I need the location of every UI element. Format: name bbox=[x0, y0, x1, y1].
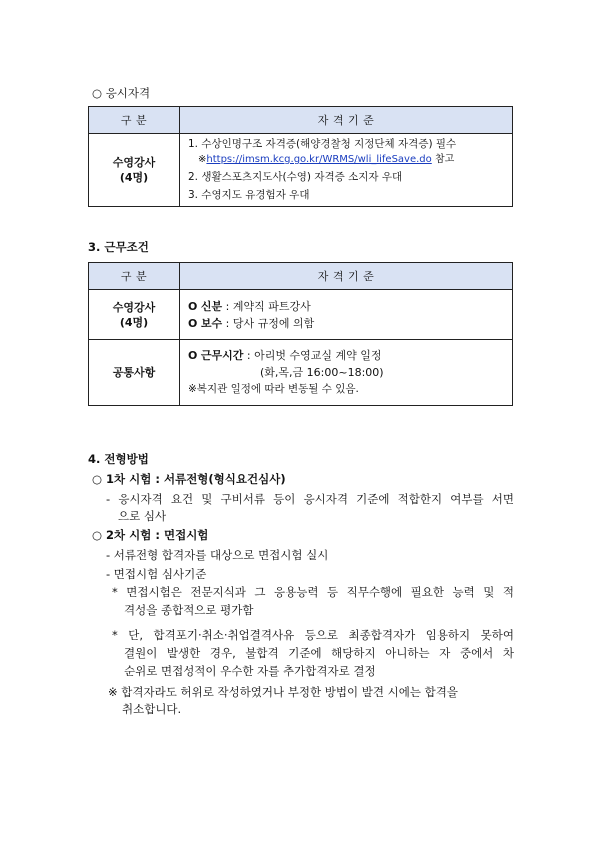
step1-desc-line2: 으로 심사 bbox=[118, 509, 167, 523]
table-header-category: 구 분 bbox=[89, 263, 180, 290]
criteria-bullet1-line1: * 면접시험은 전문지식과 그 응용능력 등 직무수행에 필요한 능력 및 적 bbox=[112, 585, 514, 599]
criteria-note: ※https://imsm.kcg.go.kr/WRMS/wli_lifeSave.do 참고 bbox=[198, 154, 455, 165]
qualification-table bbox=[88, 106, 513, 207]
criteria-bullet2-line1: * 단, 합격포기·취소·취업결격사유 등으로 최종합격자가 임용하지 못하여 bbox=[112, 628, 514, 642]
step2-title: ○ 2차 시험 : 면접시험 bbox=[92, 528, 209, 542]
row-label-common: 공통사항 bbox=[89, 340, 180, 406]
criteria-bullet2-line2: 결원이 발생한 경우, 불합격 기준에 해당하지 아니하는 자 중에서 차 bbox=[124, 646, 514, 660]
work-hours-line: O 근무시간 : 아리벗 수영교실 계약 일정 bbox=[188, 349, 382, 362]
table-header-criteria: 자 격 기 준 bbox=[180, 107, 513, 134]
row-label-swim-instructor: 수영강사 (4명) bbox=[89, 134, 180, 207]
status-line: O 신분 : 계약직 파트강사 bbox=[188, 299, 311, 313]
qualification-heading: ○ 응시자격 bbox=[92, 86, 151, 100]
criteria-item-3: 3. 수영지도 유경험자 우대 bbox=[188, 189, 310, 201]
step2-desc-line1: - 서류전형 합격자를 대상으로 면접시험 실시 bbox=[106, 548, 329, 562]
schedule-note: ※복지관 일정에 따라 변동될 수 있음. bbox=[188, 383, 359, 395]
disqualification-note-line2: 취소합니다. bbox=[122, 702, 182, 716]
qualification-criteria-cell bbox=[180, 134, 513, 207]
table-header-criteria: 자 격 기 준 bbox=[180, 263, 513, 290]
table-header-category: 구 분 bbox=[89, 107, 180, 134]
conditions-heading: 3. 근무조건 bbox=[88, 240, 149, 254]
conditions-table bbox=[88, 262, 513, 406]
criteria-item-1: 1. 수상인명구조 자격증(해양경찰청 지정단체 자격증) 필수 bbox=[188, 138, 457, 150]
work-days-line: (화,목,금 16:00~18:00) bbox=[260, 366, 384, 379]
conditions-instructor-cell bbox=[180, 290, 513, 340]
criteria-bullet1-line2: 격성을 종합적으로 평가함 bbox=[124, 603, 254, 617]
row-label-swim-instructor: 수영강사 (4명) bbox=[89, 290, 180, 340]
criteria-bullet2-line3: 순위로 면접성적이 우수한 자를 추가합격자로 결정 bbox=[124, 664, 376, 678]
conditions-common-cell bbox=[180, 340, 513, 406]
step2-desc-line2: - 면접시험 심사기준 bbox=[106, 567, 207, 581]
step1-desc-line1: - 응시자격 요건 및 구비서류 등이 응시자격 기준에 적합한지 여부를 서면 bbox=[106, 492, 514, 506]
pay-line: O 보수 : 당사 규정에 의함 bbox=[188, 316, 315, 330]
disqualification-note-line1: ※ 합격자라도 허위로 작성하였거나 부정한 방법이 발견 시에는 합격을 bbox=[108, 685, 458, 699]
step1-title: ○ 1차 시험 : 서류전형(형식요건심사) bbox=[92, 472, 286, 486]
selection-heading: 4. 전형방법 bbox=[88, 452, 149, 466]
lifesave-link[interactable]: https://imsm.kcg.go.kr/WRMS/wli_lifeSave.do bbox=[206, 154, 432, 165]
criteria-item-2: 2. 생활스포츠지도사(수영) 자격증 소지자 우대 bbox=[188, 171, 403, 183]
